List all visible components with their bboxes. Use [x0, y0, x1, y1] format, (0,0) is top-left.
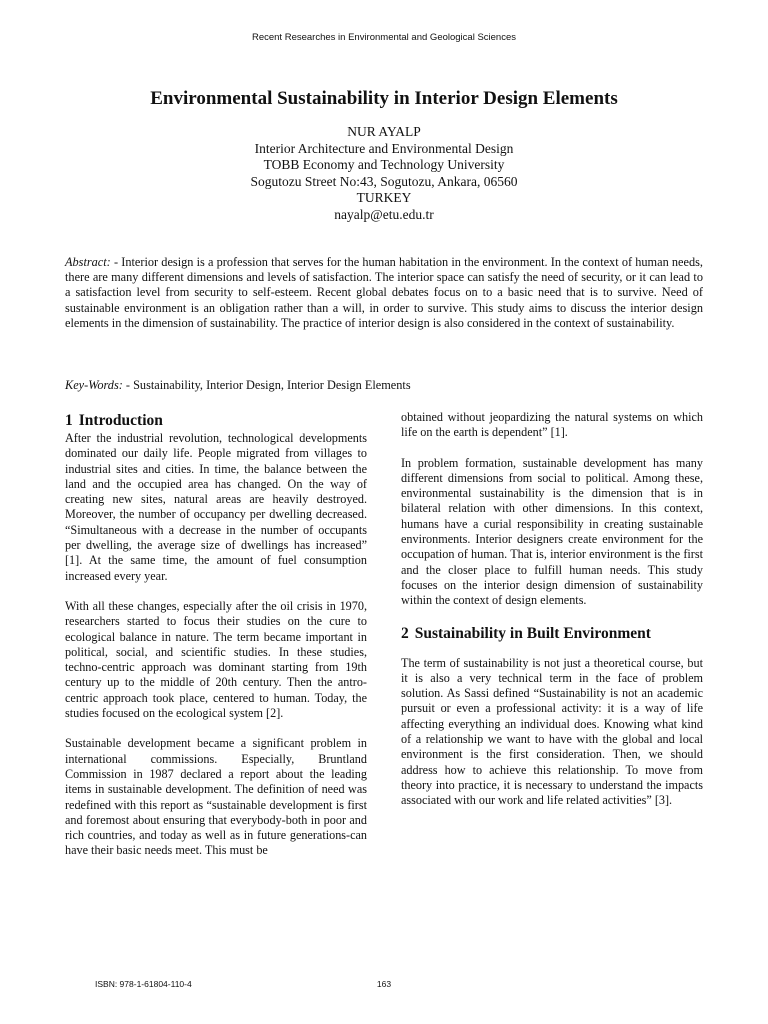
right-column — [401, 410, 703, 824]
author-block — [0, 124, 768, 224]
paragraph: In problem formation, sustainable development has many different dimensions from social to political. Among these, environmental sustainability is the dimension that is in bilateral relation with other dimensions. In this context, humans have a curial responsibility in creating sustainable environments. Interior designers create environment for the occupation of human. That is, interior environment is the first and the closer place to fulfill human needs. This study focuses on the interior design dimension of sustainability within the context of design elements. — [401, 455, 703, 608]
section-title: Introduction — [78, 412, 163, 429]
author-email: nayalp@etu.edu.tr — [334, 206, 434, 222]
abstract-text: - Interior design is a profession that serves for the human habitation in the environment. In the context of human needs, there are many different dimensions and levels of satisfaction. The interior space can satisfy the need of security, or it can lead to a satisfaction level from security to self-esteem. Recent global debates focus on to a basic need that is to survive. Need of sustainable environment is an obligation rather than a will, in order to survive. This study aims to discuss the interior design elements in the dimension of sustainability. The practice of interior design is also considered in the context of sustainability. — [65, 255, 703, 330]
left-column — [65, 411, 367, 874]
footer-isbn: ISBN: 978-1-61804-110-4 — [95, 979, 192, 989]
keywords-text: - Sustainability, Interior Design, Interior Design Elements — [122, 378, 411, 392]
paragraph: Sustainable development became a significant problem in international commissions. Especially, Bruntland Commission in 1987 declared a report about the leading items in sustainable development. The definition of need was redefined with this report as “sustainable development is first and foremost about ensuring that everybody-both in poor and rich countries, and today as well as in future generations-can have their basic needs meet. This must be — [65, 736, 367, 858]
affiliation-university: TOBB Economy and Technology University — [263, 157, 505, 173]
abstract — [65, 255, 703, 331]
paragraph: After the industrial revolution, technological developments dominated our daily life. People migrated from villages to industrial sites and cities. In time, the balance between the land and the occupied area has changed. On the way of creating new sites, natural areas are heavily destroyed. Moreover, the number of occupancy per dwelling decreased. “Simultaneous with a decrease in the number of occupants per dwelling, the average size of dwellings has increased” [1]. At the same time, the amount of fuel consumption increased every year. — [65, 431, 367, 583]
paragraph-continuation: obtained without jeopardizing the natural systems on which life on the earth is dependent” [1]. — [401, 410, 703, 440]
page-number: 163 — [376, 979, 392, 989]
section-number: 2 — [401, 624, 409, 642]
section-heading-sustainability — [401, 624, 703, 644]
running-header: Recent Researches in Environmental and Geological Sciences — [251, 32, 517, 43]
keywords-label: Key-Words: — [65, 378, 123, 392]
affiliation-country: TURKEY — [356, 190, 412, 206]
section-heading-introduction — [65, 411, 367, 431]
abstract-label: Abstract: — [65, 255, 111, 269]
affiliation-department: Interior Architecture and Environmental Design — [254, 140, 514, 156]
paragraph: With all these changes, especially after the oil crisis in 1970, researchers started to focus their studies on the cure to ecological balance in nature. The term became important in political, social, and scientific studies. In these studies, techno-centric approach was dominant starting from 19th century up to the middle of 20th century. Then the antro-centric approach took place, centered to human. Today, the studies focused on the ecological system [2]. — [65, 598, 367, 721]
section-title: Sustainability in Built Environment — [414, 624, 651, 642]
paper-title: Environmental Sustainability in Interior Design Elements — [150, 88, 618, 109]
section-number: 1 — [65, 412, 73, 429]
keywords — [65, 378, 703, 393]
author-name: NUR AYALP — [347, 124, 421, 139]
paragraph: The term of sustainability is not just a theoretical course, but it is also a very technical term in the face of problem solution. As Sassi defined “Sustainability is not an academic pursuit or even a professional activity: it is a way of life affecting everything an individual does. Knowing what kind of a relationship we want to have with the global and local environment is the first consideration. Then, we should address how to achieve this relationship. To move from theory into practice, it is necessary to understand the impacts associated with our work and life related activities” [3]. — [401, 655, 703, 808]
affiliation-address: Sogutozu Street No:43, Sogutozu, Ankara, 06560 — [250, 173, 518, 189]
